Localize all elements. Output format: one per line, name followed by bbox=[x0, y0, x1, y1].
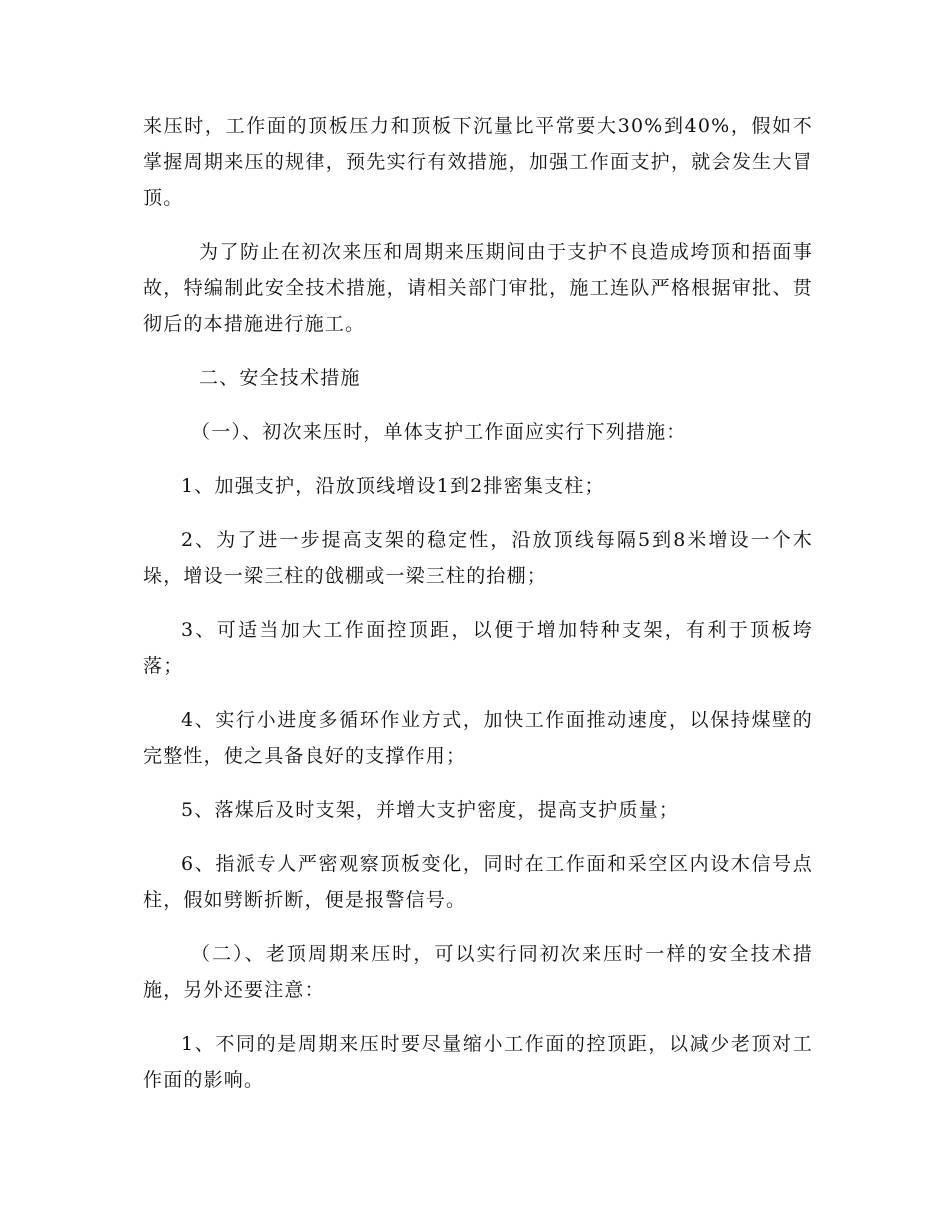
section-heading: 二、安全技术措施 bbox=[199, 367, 361, 389]
measure-item-1: 1、加强支护，沿放顶线增设1到2排密集支柱； bbox=[181, 475, 605, 497]
measure-item-3: 3、可适当加大工作面控顶距，以便于增加特种支架，有利于顶板垮落； bbox=[143, 619, 813, 677]
periodic-item-1: 1、不同的是周期来压时要尽量缩小工作面的控顶距，以减少老顶对工作面的影响。 bbox=[143, 1033, 813, 1091]
subsection-heading-first-pressure: （一）、初次来压时，单体支护工作面应实行下列措施： bbox=[191, 421, 687, 443]
document-body bbox=[143, 108, 813, 1116]
subsection-heading-periodic-pressure: （二）、老顶周期来压时，可以实行同初次来压时一样的安全技术措施，另外还要注意： bbox=[143, 943, 813, 1001]
paragraph-continuation: 来压时，工作面的顶板压力和顶板下沉量比平常要大30%到40%，假如不掌握周期来压的规律，预先实行有效措施，加强工作面支护，就会发生大冒顶。 bbox=[143, 115, 813, 209]
measure-item-2: 2、为了进一步提高支架的稳定性，沿放顶线每隔5到8米增设一个木垛，增设一梁三柱的戗棚或一梁三柱的抬棚； bbox=[143, 529, 813, 587]
paragraph-purpose: 为了防止在初次来压和周期来压期间由于支护不良造成垮顶和捂面事故，特编制此安全技术措施，请相关部门审批，施工连队严格根据审批、贯彻后的本措施进行施工。 bbox=[143, 241, 813, 335]
measure-item-6: 6、指派专人严密观察顶板变化，同时在工作面和采空区内设木信号点柱，假如劈断折断，便是报警信号。 bbox=[143, 853, 813, 911]
measure-item-5: 5、落煤后及时支架，并增大支护密度，提高支护质量； bbox=[181, 799, 680, 821]
measure-item-4: 4、实行小进度多循环作业方式，加快工作面推动速度，以保持煤壁的完整性，使之具备良好的支撑作用； bbox=[143, 709, 813, 767]
